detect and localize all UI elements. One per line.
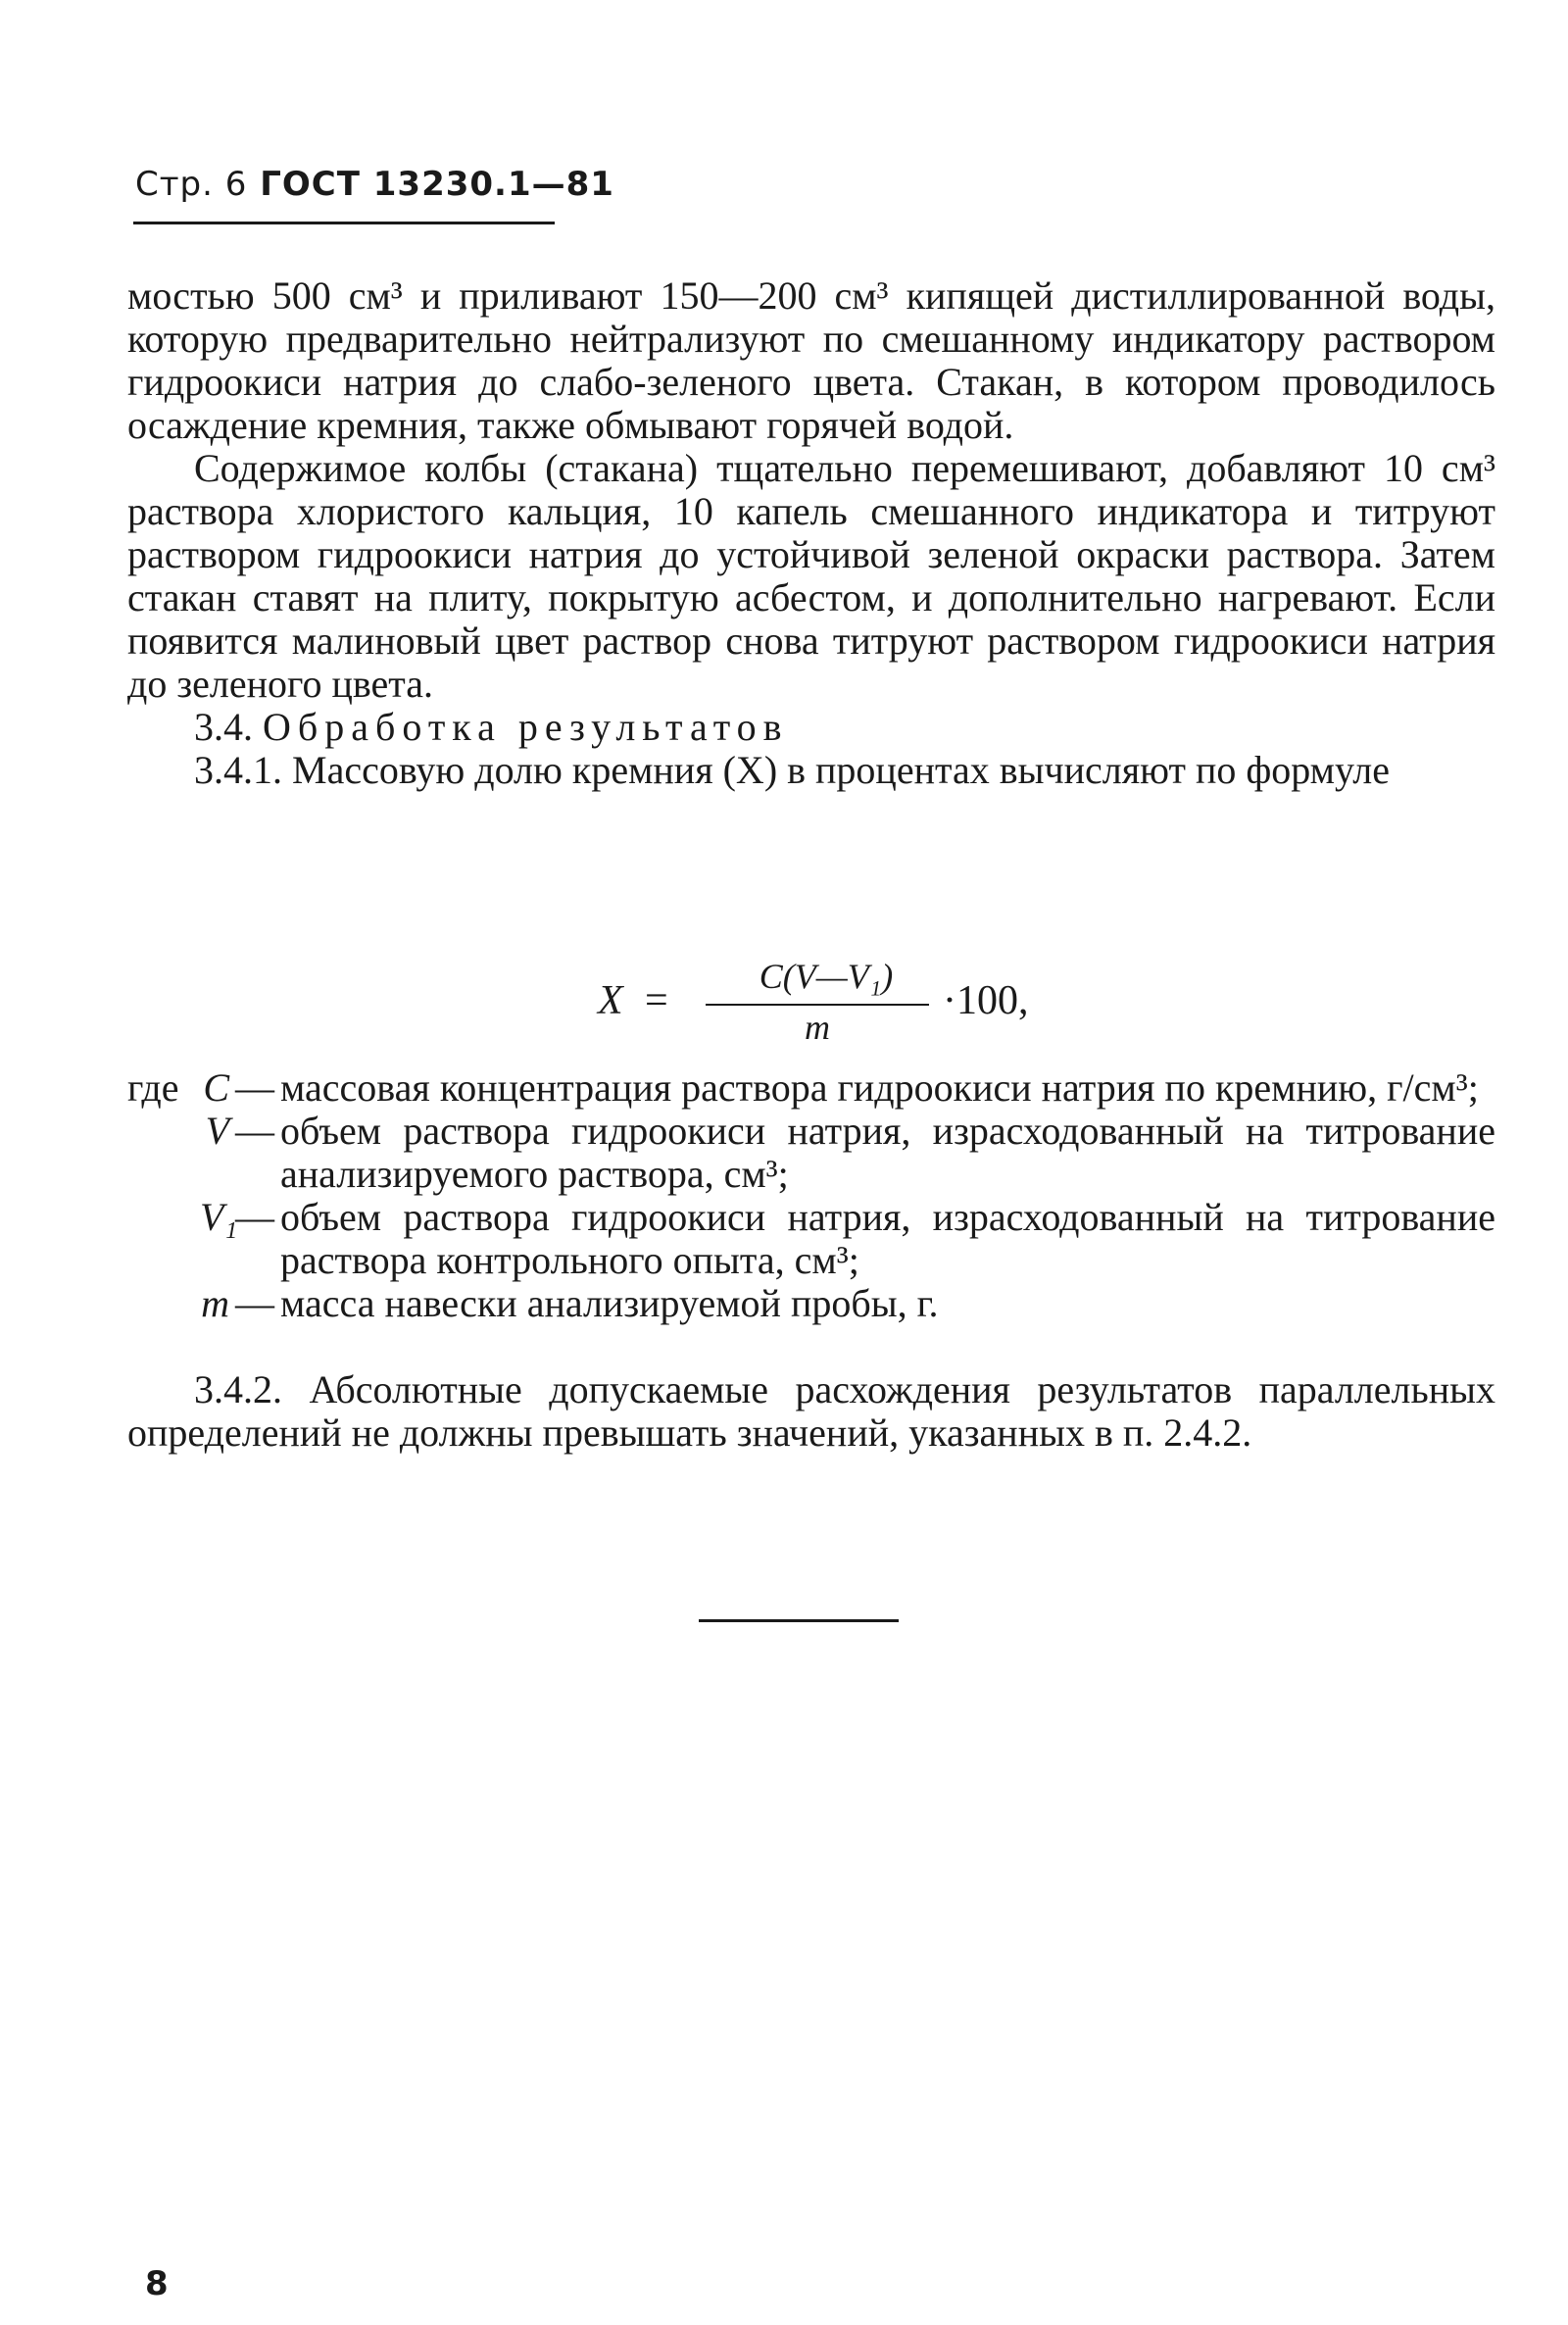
- where-item: [127, 1282, 1495, 1325]
- header-page-label: Стр. 6: [135, 165, 248, 204]
- where-dash: —: [235, 1065, 274, 1110]
- where-description: объем раствора гидроокиси натрия, израсходованный на титрование анализируемого раствора, см³;: [280, 1109, 1495, 1196]
- where-symbol: m: [201, 1281, 229, 1325]
- where-prefix: где: [127, 1065, 179, 1110]
- formula-denominator: m: [805, 1008, 830, 1047]
- section-title: Обработка результатов: [263, 705, 789, 749]
- page-number: 8: [145, 2264, 169, 2303]
- where-item: [127, 1066, 1495, 1110]
- section-heading: [127, 706, 1495, 749]
- header-doc-label: ГОСТ 13230.1—81: [260, 165, 614, 204]
- section-number: 3.4.: [194, 705, 253, 749]
- formula-numerator: C(V—V₁): [759, 957, 894, 996]
- where-dash: —: [235, 1281, 274, 1325]
- where-symbol: V₁: [200, 1195, 238, 1239]
- paragraph-3: 3.4.1. Массовую долю кремния (X) в процентах вычисляют по формуле: [194, 748, 1390, 792]
- paragraph-1: мостью 500 см³ и приливают 150—200 см³ кипящей дистиллированной воды, которую предварительно нейтрализуют по смешанному индикатору раствором гидроокиси натрия до слабо-зеленого цвета. Стакан, в котором проводилось осаждение кремния, также обмывают горячей водой.: [127, 273, 1495, 447]
- closing-text: [127, 1368, 1495, 1455]
- where-dash: —: [235, 1109, 274, 1153]
- where-symbol: V: [205, 1109, 229, 1153]
- paragraph-4: 3.4.2. Абсолютные допускаемые расхождения результатов параллельных определений не должны превышать значений, указанных в п. 2.4.2.: [127, 1367, 1495, 1455]
- formula-fraction-line: [706, 1004, 929, 1006]
- end-rule: [699, 1619, 899, 1622]
- where-description: объем раствора гидроокиси натрия, израсходованный на титрование раствора контрольного опыта, см³;: [280, 1195, 1495, 1282]
- formula-rhs: ·100,: [943, 978, 1029, 1023]
- body-text: [127, 274, 1495, 792]
- formula-lhs: X: [598, 978, 623, 1023]
- where-item: [127, 1196, 1495, 1282]
- where-block: [127, 1066, 1495, 1325]
- where-description: массовая концентрация раствора гидроокиси натрия по кремнию, г/см³;: [280, 1065, 1479, 1110]
- formula-equals: =: [645, 978, 668, 1023]
- paragraph-2: Содержимое колбы (стакана) тщательно перемешивают, добавляют 10 см³ раствора хлористого кальция, 10 капель смешанного индикатора и титруют раствором гидроокиси натрия до устойчивой зеленой окраски раствора. Затем стакан ставят на плиту, покрытую асбестом, и дополнительно нагревают. Если появится малиновый цвет раствор снова титруют раствором гидроокиси натрия до зеленого цвета.: [127, 446, 1495, 706]
- page-header: [135, 165, 614, 204]
- where-item: [127, 1110, 1495, 1196]
- where-symbol: C: [203, 1065, 229, 1110]
- where-dash: —: [235, 1195, 274, 1239]
- where-description: масса навески анализируемой пробы, г.: [280, 1281, 939, 1325]
- header-rule: [133, 222, 555, 224]
